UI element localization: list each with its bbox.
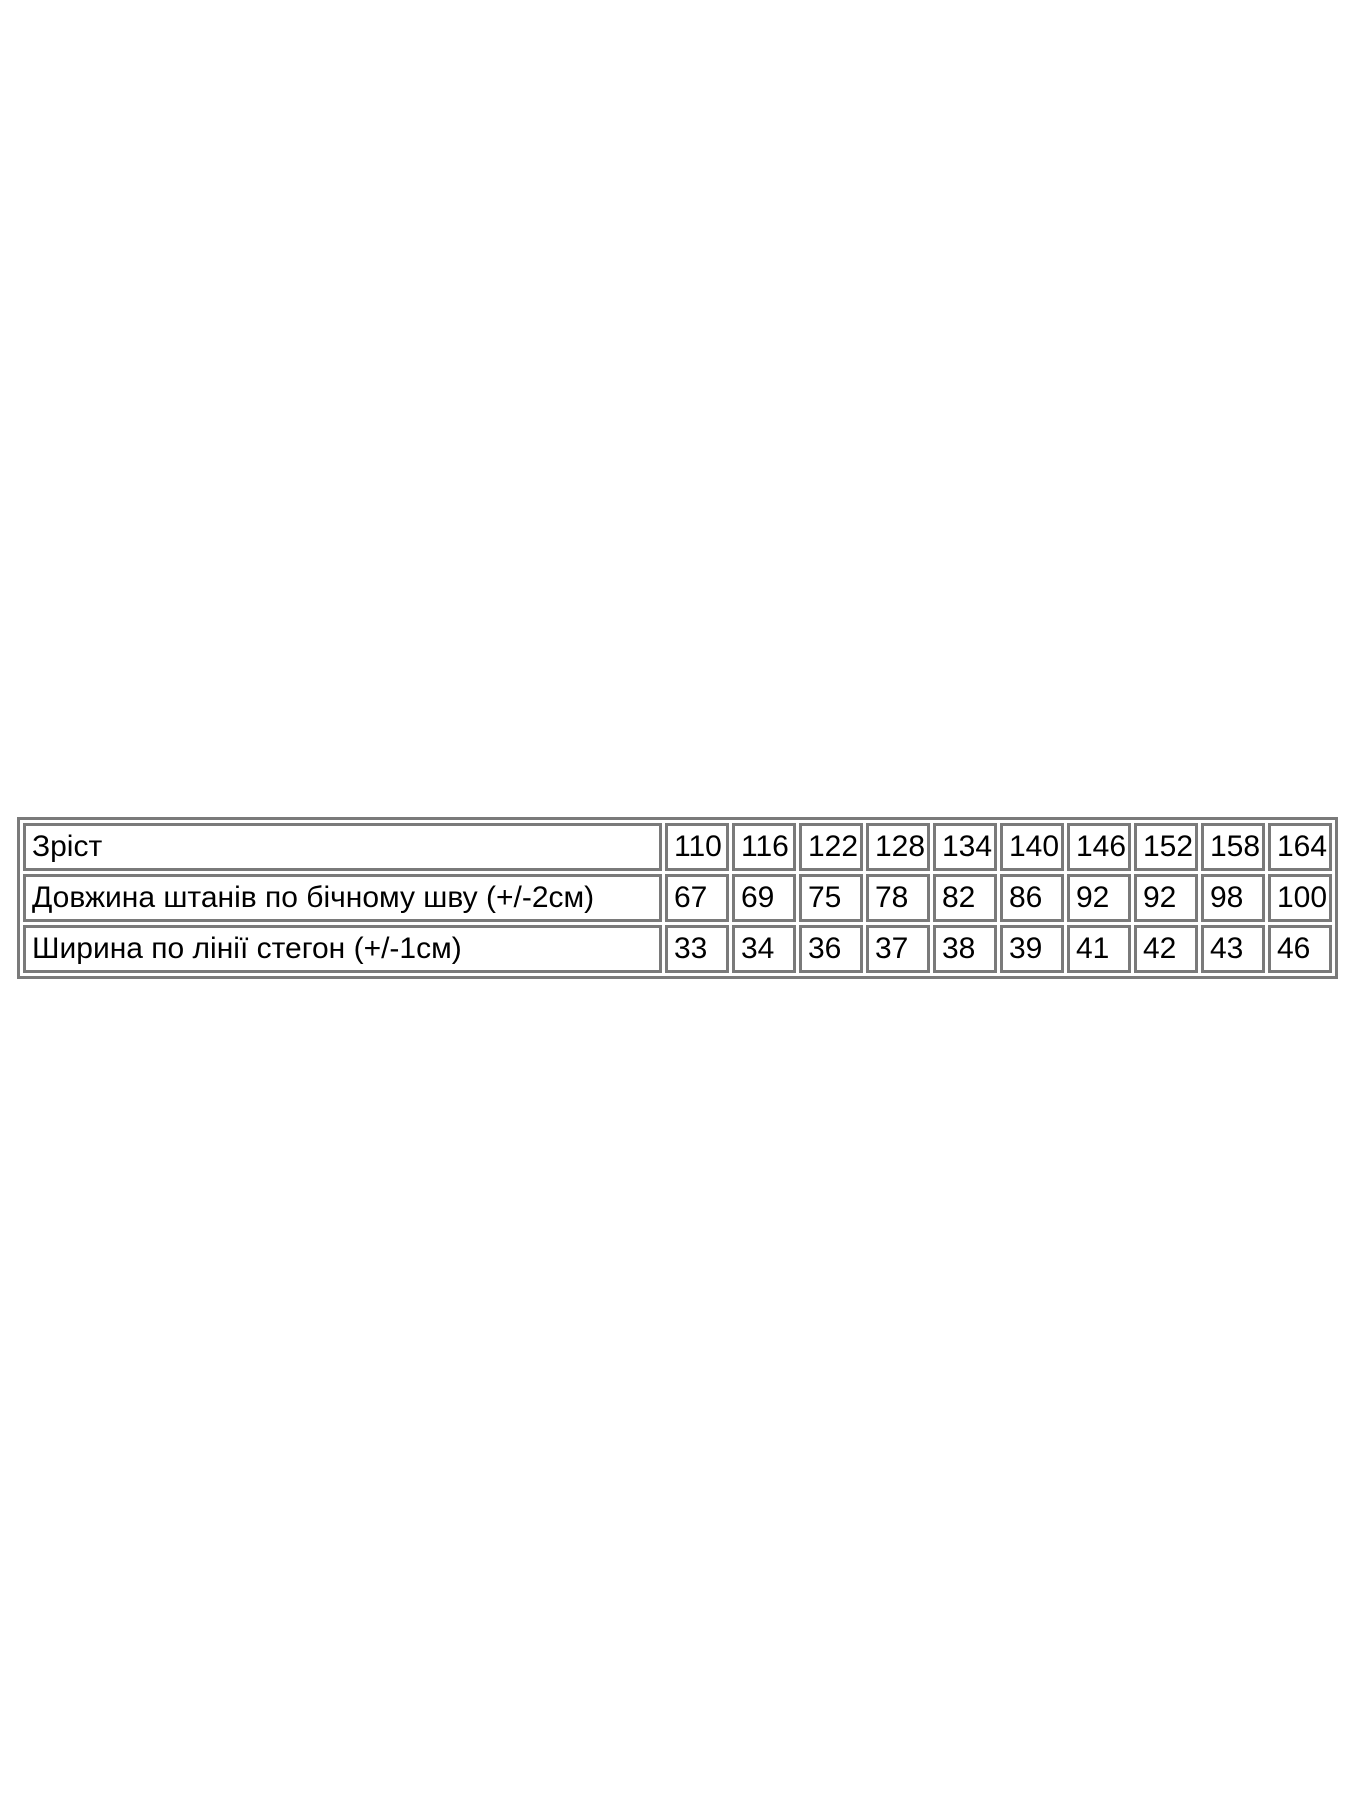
size-cell: 33: [665, 925, 729, 973]
table-row-width: [23, 925, 1332, 973]
size-cell: 86: [1000, 874, 1064, 922]
size-cell: 37: [866, 925, 930, 973]
size-cell: 69: [732, 874, 796, 922]
size-cell: 42: [1134, 925, 1198, 973]
size-cell: 78: [866, 874, 930, 922]
size-chart-table: [17, 817, 1338, 979]
size-cell: 46: [1268, 925, 1332, 973]
row-label-cell: Зріст: [23, 823, 662, 871]
size-cell: 67: [665, 874, 729, 922]
size-cell: 110: [665, 823, 729, 871]
size-cell: 34: [732, 925, 796, 973]
table-row-length: [23, 874, 1332, 922]
size-cell: 92: [1067, 874, 1131, 922]
size-cell: 41: [1067, 925, 1131, 973]
size-cell: 43: [1201, 925, 1265, 973]
table-row-height: [23, 823, 1332, 871]
size-cell: 39: [1000, 925, 1064, 973]
size-cell: 92: [1134, 874, 1198, 922]
size-cell: 100: [1268, 874, 1332, 922]
row-label-cell: Довжина штанів по бічному шву (+/-2см): [23, 874, 662, 922]
size-cell: 38: [933, 925, 997, 973]
size-cell: 122: [799, 823, 863, 871]
size-cell: 146: [1067, 823, 1131, 871]
size-cell: 164: [1268, 823, 1332, 871]
size-cell: 75: [799, 874, 863, 922]
size-cell: 152: [1134, 823, 1198, 871]
size-cell: 140: [1000, 823, 1064, 871]
row-label-cell: Ширина по лінії стегон (+/-1см): [23, 925, 662, 973]
size-cell: 36: [799, 925, 863, 973]
size-cell: 128: [866, 823, 930, 871]
size-chart-container: [17, 817, 1338, 979]
size-cell: 134: [933, 823, 997, 871]
size-cell: 82: [933, 874, 997, 922]
size-cell: 98: [1201, 874, 1265, 922]
size-cell: 116: [732, 823, 796, 871]
size-cell: 158: [1201, 823, 1265, 871]
